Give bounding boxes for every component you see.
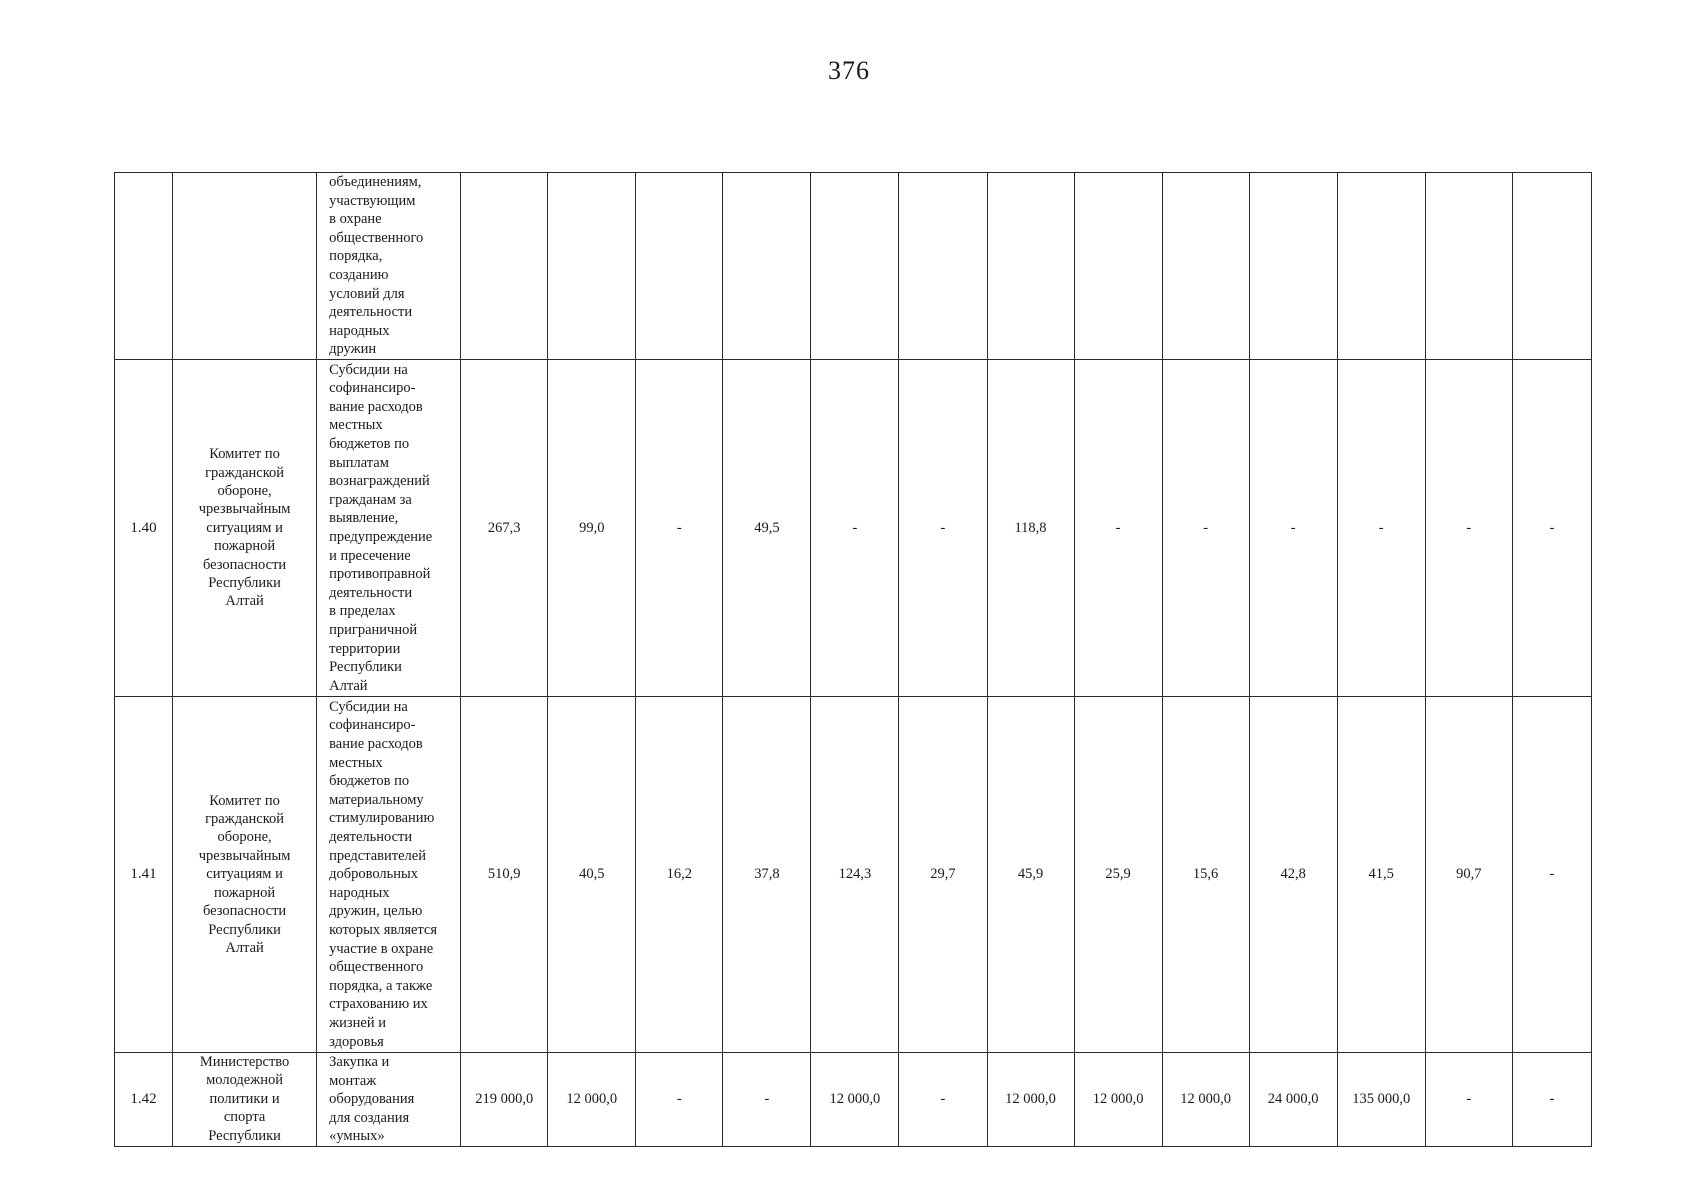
value-cell: - (1162, 360, 1249, 697)
value-cell: 42,8 (1249, 697, 1337, 1053)
value-cell: - (636, 1053, 723, 1147)
table-row (115, 173, 1592, 360)
value-cell: - (723, 1053, 811, 1147)
value-cell: 12 000,0 (548, 1053, 636, 1147)
table-row (115, 697, 1592, 1053)
page-number: 376 (828, 56, 870, 85)
organization-cell: Комитет по гражданской обороне, чрезвычайным ситуациям и пожарной безопасности Республики Алтай (173, 697, 317, 1053)
budget-table (114, 172, 1592, 1147)
value-cell: - (899, 360, 987, 697)
organization-cell: Министерство молодежной политики и спорта Республики (173, 1053, 317, 1147)
value-cell: 135 000,0 (1337, 1053, 1425, 1147)
value-cell: - (811, 360, 899, 697)
value-cell: 90,7 (1425, 697, 1512, 1053)
value-cell (1425, 173, 1512, 360)
value-cell: - (1074, 360, 1162, 697)
value-cell: - (1337, 360, 1425, 697)
description-cell: объединениям, участвующим в охране общественного порядка, созданию условий для деятельности народных дружин (317, 173, 461, 360)
value-cell: 49,5 (723, 360, 811, 697)
table-row (115, 1053, 1592, 1147)
value-cell (1337, 173, 1425, 360)
value-cell: 99,0 (548, 360, 636, 697)
value-cell: 16,2 (636, 697, 723, 1053)
value-cell: 12 000,0 (1162, 1053, 1249, 1147)
description-cell: Закупка и монтаж оборудования для создания «умных» (317, 1053, 461, 1147)
value-cell: 41,5 (1337, 697, 1425, 1053)
value-cell: 24 000,0 (1249, 1053, 1337, 1147)
value-cell (548, 173, 636, 360)
value-cell: - (899, 1053, 987, 1147)
value-cell (1512, 173, 1591, 360)
value-cell: 267,3 (461, 360, 548, 697)
value-cell: 29,7 (899, 697, 987, 1053)
row-index-cell: 1.40 (115, 360, 173, 697)
value-cell (987, 173, 1074, 360)
value-cell: 45,9 (987, 697, 1074, 1053)
value-cell (1249, 173, 1337, 360)
organization-cell: Комитет по гражданской обороне, чрезвычайным ситуациям и пожарной безопасности Республики Алтай (173, 360, 317, 697)
value-cell: 12 000,0 (1074, 1053, 1162, 1147)
value-cell (811, 173, 899, 360)
value-cell: - (1512, 697, 1591, 1053)
organization-cell (173, 173, 317, 360)
value-cell: - (636, 360, 723, 697)
row-index-cell: 1.42 (115, 1053, 173, 1147)
value-cell: 12 000,0 (987, 1053, 1074, 1147)
value-cell: - (1425, 360, 1512, 697)
value-cell: 510,9 (461, 697, 548, 1053)
row-index-cell (115, 173, 173, 360)
value-cell (723, 173, 811, 360)
value-cell: 12 000,0 (811, 1053, 899, 1147)
row-index-cell: 1.41 (115, 697, 173, 1053)
value-cell (899, 173, 987, 360)
description-cell: Субсидии на софинансиро- вание расходов местных бюджетов по выплатам вознаграждений гражданам за выявление, предупреждение и пресечение противоправной деятельности в пределах приграничной территории Республики Алтай (317, 360, 461, 697)
value-cell (1162, 173, 1249, 360)
value-cell (636, 173, 723, 360)
value-cell (1074, 173, 1162, 360)
description-cell: Субсидии на софинансиро- вание расходов местных бюджетов по материальному стимулированию деятельности представителей добровольных народных дружин, целью которых является участие в охране общественного порядка, а также страхованию их жизней и здоровья (317, 697, 461, 1053)
value-cell: - (1249, 360, 1337, 697)
value-cell (461, 173, 548, 360)
value-cell: 40,5 (548, 697, 636, 1053)
value-cell: 118,8 (987, 360, 1074, 697)
value-cell: 15,6 (1162, 697, 1249, 1053)
value-cell: - (1512, 1053, 1591, 1147)
table-row (115, 360, 1592, 697)
value-cell: 37,8 (723, 697, 811, 1053)
value-cell: - (1512, 360, 1591, 697)
value-cell: 219 000,0 (461, 1053, 548, 1147)
value-cell: 25,9 (1074, 697, 1162, 1053)
value-cell: 124,3 (811, 697, 899, 1053)
value-cell: - (1425, 1053, 1512, 1147)
